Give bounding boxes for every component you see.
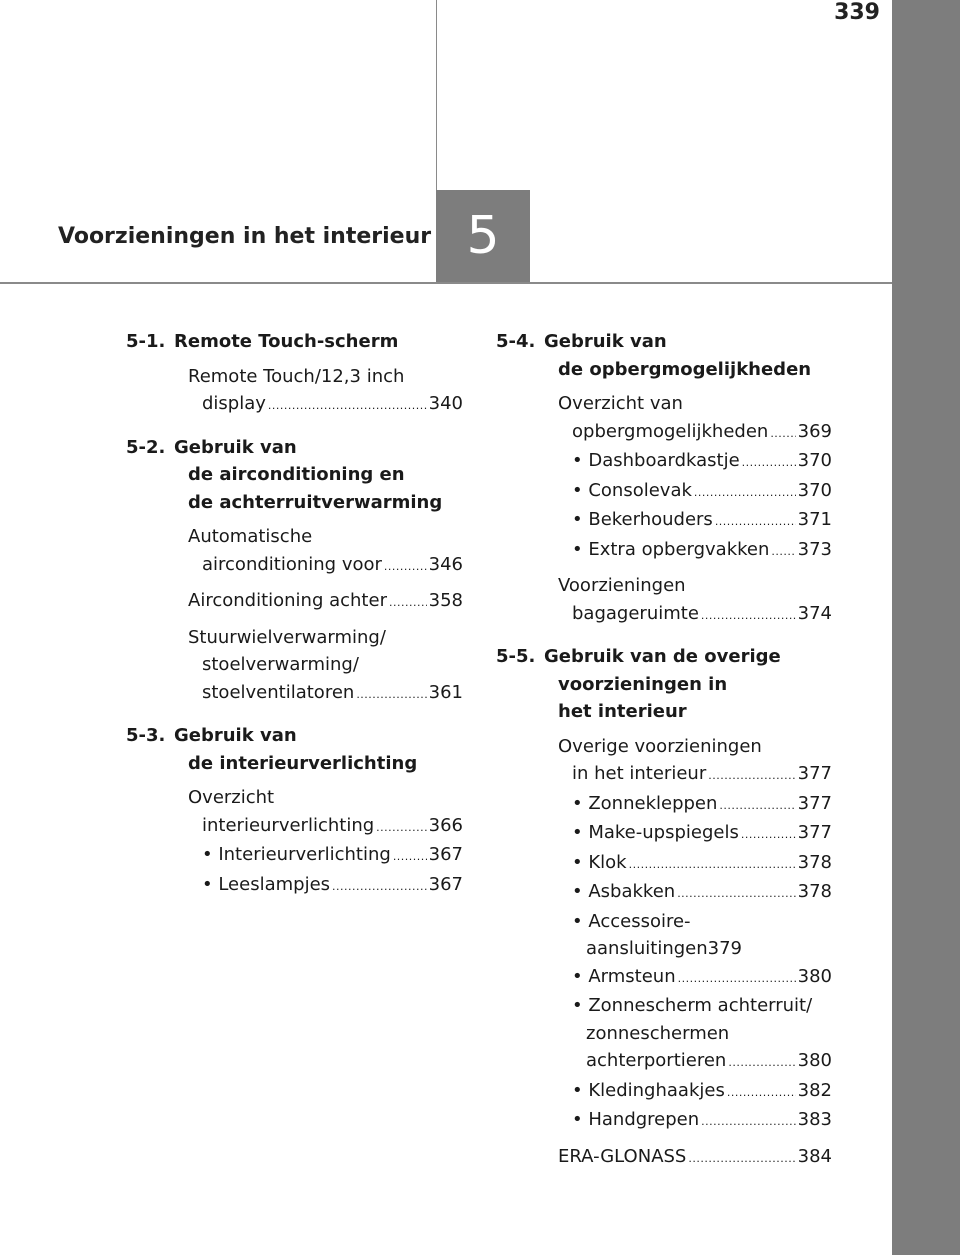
chapter-side-tab (892, 0, 960, 1255)
toc-entry-line (188, 363, 463, 391)
toc-sub-entry[interactable] (572, 1077, 832, 1107)
toc-section-number: 5-5. (496, 646, 536, 667)
chapter-number-box: 5 (436, 190, 530, 282)
toc-section-number: 5-4. (496, 331, 536, 352)
page-number: 339 (834, 0, 880, 25)
toc-section-title: Gebruik van de airconditioning en de achterruitverwarming (174, 436, 443, 513)
toc-entry-label: • Dashboardkastje (572, 450, 740, 471)
toc-entry-line[interactable] (558, 418, 832, 448)
toc-page-number: 380 (797, 965, 832, 987)
toc-entry-line (188, 784, 463, 812)
toc-sub-entry[interactable] (572, 536, 832, 566)
toc-page-number: 369 (797, 420, 832, 442)
dot-leader (727, 1079, 796, 1107)
toc-entry-label: aansluitingen379 (586, 938, 742, 959)
dot-leader (741, 821, 796, 849)
chapter-title: Voorzieningen in het interieur (58, 224, 432, 249)
toc-sub-entries (188, 841, 463, 900)
dot-leader (715, 508, 796, 536)
toc-column-left (126, 328, 463, 914)
toc-entry-line (188, 523, 463, 551)
toc-entry-label: • Make-upspiegels (572, 822, 739, 843)
toc-entry-label: • Leeslampjes (202, 873, 331, 895)
toc-entry-line[interactable] (188, 390, 463, 420)
toc-section-title: Gebruik van de overige voorzieningen in het interieur (544, 646, 781, 722)
toc-sub-entry[interactable] (572, 1106, 832, 1136)
toc-entry-line (558, 572, 832, 600)
toc-section-heading[interactable] (496, 643, 832, 726)
toc-entry-line[interactable] (188, 551, 463, 581)
toc-entry (126, 587, 463, 617)
toc-sub-entry[interactable] (572, 963, 832, 993)
toc-section (496, 328, 832, 629)
toc-entry (496, 572, 832, 629)
toc-section-number: 5-3. (126, 725, 166, 746)
toc-entry-line[interactable] (558, 1143, 832, 1173)
toc-entry-label: in het interieur (572, 763, 707, 784)
toc-page-number: 370 (797, 479, 832, 501)
toc-entry (496, 733, 832, 1136)
toc-page-number: 382 (797, 1079, 832, 1101)
toc-section (126, 434, 463, 709)
toc-entry-label: Voorzieningen (558, 575, 686, 596)
toc-page-number: 346 (428, 553, 463, 575)
toc-entry-label: • Accessoire- (572, 910, 691, 932)
dot-leader (677, 880, 795, 908)
toc-entry-label: • Zonnescherm achterruit/ (572, 995, 813, 1016)
toc-entry-label: zonneschermen (586, 1022, 730, 1044)
dot-leader (376, 814, 426, 842)
toc-sub-entry[interactable] (572, 447, 832, 477)
toc-entry (126, 523, 463, 580)
toc-page-number: 367 (428, 844, 463, 865)
toc-sub-entry (572, 935, 832, 963)
toc-entry-label: • Bekerhouders (572, 509, 713, 530)
dot-leader (694, 479, 796, 507)
toc-section-title: Remote Touch-scherm (174, 331, 399, 352)
toc-entry-label: stoelverwarming/ (202, 654, 359, 675)
dot-leader (701, 602, 796, 630)
toc-entry (496, 390, 832, 565)
toc-entry-line[interactable] (188, 812, 463, 842)
toc-entry-label: bagageruimte (572, 602, 699, 624)
dot-leader (389, 589, 427, 617)
toc-entry-label: stoelventilatoren (202, 681, 355, 703)
toc-entry-line[interactable] (558, 600, 832, 630)
dot-leader (728, 1049, 795, 1077)
toc-sub-entry (572, 908, 832, 936)
toc-entry-label: • Consolevak (572, 479, 692, 501)
toc-entry (126, 784, 463, 900)
toc-sub-entry[interactable] (572, 506, 832, 536)
toc-entry-label: • Interieurverlichting (202, 844, 391, 865)
dot-leader (771, 538, 795, 566)
toc-page-number: 370 (797, 450, 832, 471)
toc-entry-label: Overzicht van (558, 393, 683, 414)
toc-page-number: 380 (797, 1050, 832, 1071)
toc-section-title: Gebruik van de interieurverlichting (174, 725, 418, 774)
dot-leader (719, 792, 795, 820)
toc-page-number: 378 (797, 851, 832, 873)
toc-section-title: Gebruik van de opbergmogelijkheden (544, 331, 812, 380)
toc-page-number: 340 (428, 393, 463, 414)
dot-leader (701, 1108, 795, 1136)
dot-leader (332, 873, 427, 901)
toc-sub-entry (572, 1020, 832, 1048)
toc-entry-line (558, 733, 832, 761)
toc-entry-line (188, 624, 463, 652)
toc-entry (496, 1143, 832, 1173)
toc-entry-label: • Asbakken (572, 881, 676, 902)
toc-entry-label: achterportieren (586, 1050, 727, 1071)
toc-entry-line[interactable] (188, 679, 463, 709)
toc-page-number: 377 (797, 792, 832, 814)
toc-entry-label: • Handgrepen (572, 1109, 700, 1130)
toc-entry-label: airconditioning voor (202, 553, 382, 575)
toc-section-heading[interactable] (126, 328, 463, 356)
dot-leader (688, 1145, 795, 1173)
toc-section (126, 722, 463, 900)
toc-entry-label: display (202, 393, 266, 414)
toc-sub-entry[interactable] (572, 849, 832, 879)
toc-entry-label: ERA-GLONASS (558, 1145, 687, 1167)
toc-page-number: 367 (428, 873, 463, 895)
toc-entry-line[interactable] (558, 760, 832, 790)
toc-sub-entry[interactable] (572, 790, 832, 820)
toc-sub-entry[interactable] (572, 878, 832, 908)
toc-page-number: 374 (797, 602, 832, 624)
toc-entry-line (188, 651, 463, 679)
toc-sub-entry[interactable] (572, 819, 832, 849)
toc-page-number: 384 (797, 1145, 832, 1167)
toc-page-number: 377 (797, 822, 832, 843)
toc-entry-label: Airconditioning achter (188, 590, 387, 611)
toc-entry-line (558, 390, 832, 418)
toc-section-heading[interactable] (126, 722, 463, 777)
toc-sub-entries (558, 447, 832, 565)
toc-sub-entry[interactable] (202, 871, 463, 901)
dot-leader (268, 392, 427, 420)
toc-section-heading[interactable] (496, 328, 832, 383)
toc-entry-label: • Kledinghaakjes (572, 1079, 725, 1101)
toc-entry-line[interactable] (188, 587, 463, 617)
toc-entry-label: • Klok (572, 851, 627, 873)
toc-section (126, 328, 463, 420)
toc-sub-entry[interactable] (572, 1047, 832, 1077)
toc-page-number: 377 (797, 763, 832, 784)
toc-section-number: 5-2. (126, 436, 166, 458)
toc-entry-label: Overzicht (188, 787, 275, 808)
toc-sub-entries (558, 790, 832, 1136)
dot-leader (356, 681, 426, 709)
toc-page-number: 358 (428, 590, 463, 611)
toc-entry (126, 363, 463, 420)
dot-leader (629, 851, 796, 879)
dot-leader (384, 553, 427, 581)
toc-entry-label: Stuurwielverwarming/ (188, 626, 386, 648)
toc-sub-entry[interactable] (202, 841, 463, 871)
dot-leader (678, 965, 796, 993)
toc-section (496, 643, 832, 1172)
toc-entry-label: interieurverlichting (202, 814, 375, 836)
dot-leader (708, 762, 795, 790)
header-horizontal-rule (0, 282, 892, 284)
toc-entry-label: Overige voorzieningen (558, 735, 762, 757)
dot-leader (393, 843, 427, 871)
toc-entry-label: • Armsteun (572, 965, 676, 987)
toc-section-heading[interactable] (126, 434, 463, 517)
toc-page-number: 378 (797, 881, 832, 902)
toc-sub-entry (572, 992, 832, 1020)
dot-leader (770, 420, 795, 448)
toc-section-number: 5-1. (126, 331, 166, 352)
toc-sub-entry[interactable] (572, 477, 832, 507)
toc-page-number: 383 (797, 1109, 832, 1130)
header-vertical-rule (436, 0, 437, 190)
dot-leader (742, 449, 796, 477)
toc-page-number: 366 (428, 814, 463, 836)
toc-entry-label: • Zonnekleppen (572, 792, 718, 814)
toc-entry-label: Automatische (188, 526, 313, 547)
toc-page-number: 373 (797, 538, 832, 560)
toc-entry-label: Remote Touch/12,3 inch (188, 365, 405, 387)
toc-page-number: 361 (428, 681, 463, 703)
toc-column-right (496, 328, 832, 1186)
toc-page-number: 371 (797, 509, 832, 530)
toc-entry (126, 624, 463, 709)
toc-entry-label: • Extra opbergvakken (572, 538, 770, 560)
toc-entry-label: opbergmogelijkheden (572, 420, 769, 442)
